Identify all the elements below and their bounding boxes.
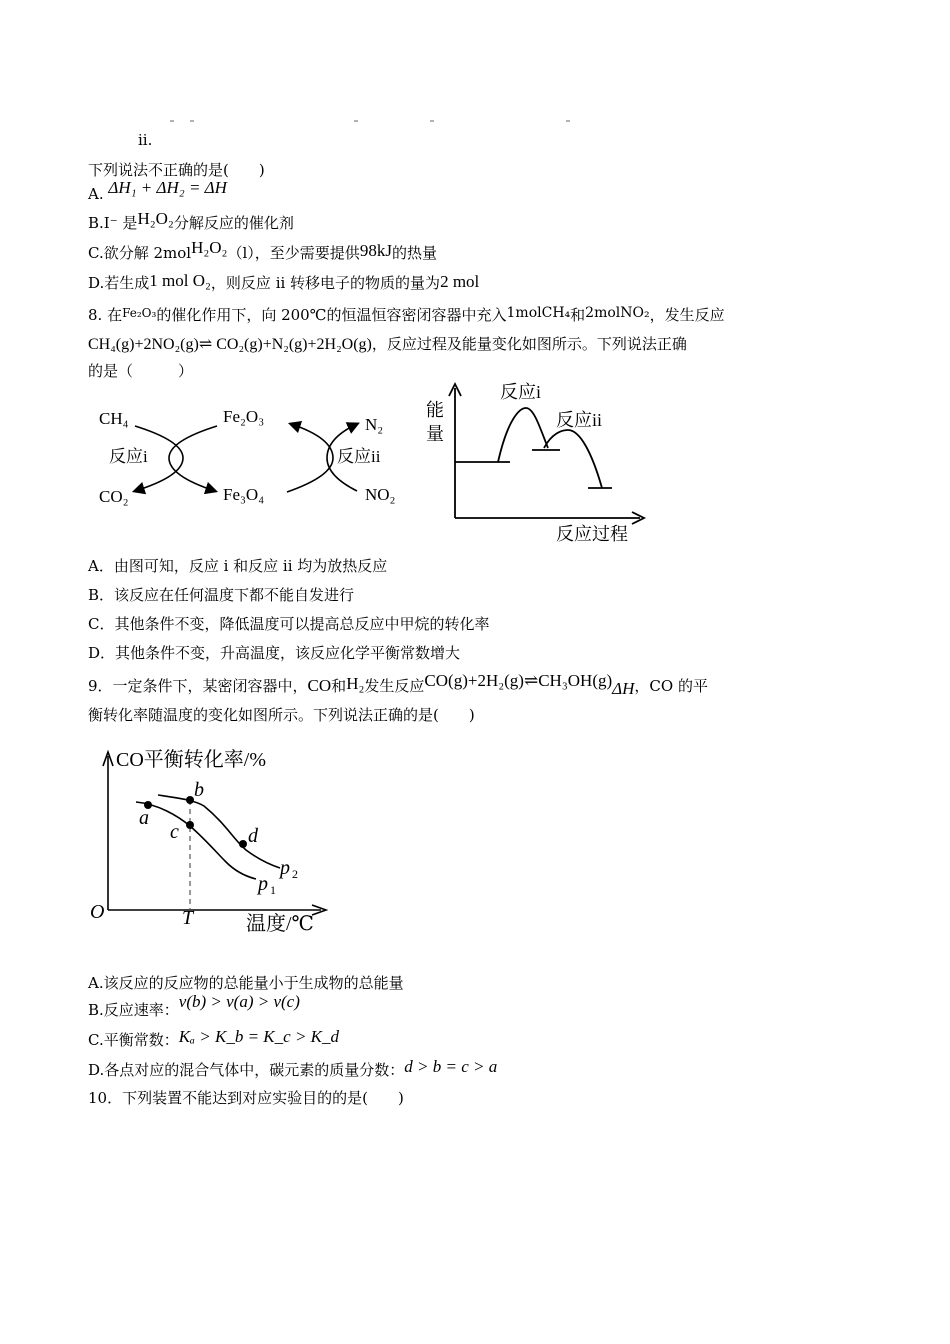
label-rxn1: 反应i <box>109 447 148 466</box>
co-conversion-chart <box>86 744 346 940</box>
q8-line1 <box>88 305 725 326</box>
q9-option-c <box>88 1027 340 1050</box>
point-d-label: d <box>248 825 258 847</box>
q7-c-prefix: C.欲分解 2mol <box>88 244 192 262</box>
x-axis-label: 温度/℃ <box>246 913 314 935</box>
q7-d-mol: 1 mol O₂ <box>149 271 211 290</box>
q10-stem: 10．下列装置不能达到对应实验目的的是( ) <box>88 1089 404 1107</box>
label-n2: N₂ <box>365 415 384 434</box>
q8-option-b: B．该反应在任何温度下都不能自发进行 <box>88 586 355 604</box>
origin-label: O <box>90 901 105 923</box>
label-no2: NO₂ <box>365 485 396 504</box>
curve-p2-subscript: 2 <box>292 867 298 881</box>
q9-co: CO <box>307 676 332 695</box>
point-d <box>239 840 247 848</box>
q9-dh: ΔH <box>612 679 635 698</box>
q7-a-prefix: A. <box>88 185 104 203</box>
q7-c-kj: 98kJ <box>359 241 392 260</box>
catalytic-cycle-diagram <box>95 396 415 516</box>
q8-catalyst: Fe₂O₃ <box>122 306 157 320</box>
q7-b-prefix: B. <box>88 214 104 232</box>
q7-d-val: 2 mol <box>440 272 480 291</box>
process-axis-label: 反应过程 <box>556 524 628 544</box>
peak-2-curve <box>544 430 602 488</box>
q9-line1 <box>88 671 708 698</box>
cut-off-line-fragment <box>168 118 588 124</box>
q9-option-b <box>88 992 300 1020</box>
q7-c-l: （l），至少需要提供 <box>227 244 360 262</box>
q8-option-d: D．其他条件不变，升高温度，该反应化学平衡常数增大 <box>88 644 461 662</box>
q8-l1-a: 8. 在 <box>88 306 123 324</box>
q7-d-mid: ，则反应 ii 转移电子的物质的量为 <box>210 274 441 292</box>
q9-b-prefix: B.反应速率： <box>88 1001 179 1019</box>
q8-equation: CH₄(g)+2NO₂(g)⇌ CO₂(g)+N₂(g)+2H₂O(g) <box>88 336 372 353</box>
q8-line2 <box>88 334 687 355</box>
q8-and: 和 <box>570 306 586 324</box>
curve-p2-label: p <box>280 857 290 879</box>
label-ch4: CH₄ <box>99 409 129 428</box>
q7-option-d <box>88 273 479 293</box>
q9-c-prefix: C.平衡常数： <box>88 1031 179 1049</box>
q8-line3: 的是（ ） <box>88 362 194 380</box>
tick-T: T <box>182 907 194 929</box>
q7-b-rest: 分解反应的催化剂 <box>173 214 294 232</box>
q9-c-math: Kₐ > K_b = K_c > K_d <box>178 1027 340 1046</box>
q9-l1-c: ，CO 的平 <box>634 677 708 695</box>
q9-line2: 衡转化率随温度的变化如图所示。下列说法正确的是( ) <box>88 706 475 724</box>
q9-d-prefix: D.各点对应的混合气体中，碳元素的质量分数： <box>88 1061 405 1079</box>
q8-no2-amount: 2molNO₂ <box>585 305 650 321</box>
arrow-fe3o4-to-fe2o3 <box>287 424 333 492</box>
q7-c-h2o2: H₂O₂ <box>191 238 228 257</box>
q7-option-b <box>88 209 294 233</box>
q8-option-c: C．其他条件不变，降低温度可以提高总反应中甲烷的转化率 <box>88 615 490 633</box>
q7-c-rest: 的热量 <box>391 244 437 262</box>
q8-l2-rest: ，反应过程及能量变化如图所示。下列说法正确 <box>371 335 687 353</box>
peak-1-curve <box>498 408 548 462</box>
energy-axis-label-1: 能 <box>426 400 444 420</box>
arrow-fe2o3-to-fe3o4 <box>169 426 217 491</box>
energy-axis-label-2: 量 <box>426 424 444 444</box>
point-a-label: a <box>139 807 149 829</box>
q9-b-math: v(b) > v(a) > v(c) <box>178 992 300 1011</box>
q9-option-d <box>88 1057 498 1080</box>
q7-a-equation: ΔH₁ + ΔH₂ = ΔH <box>108 178 227 197</box>
peak-1-label: 反应i <box>500 382 542 402</box>
y-axis-label: CO平衡转化率/% <box>116 749 266 771</box>
q8-l1-b: 的催化作用下，向 200℃的恒温恒容密闭容器中充入 <box>156 306 507 324</box>
q8-option-a: A．由图可知，反应 i 和反应 ii 均为放热反应 <box>88 557 388 575</box>
point-c <box>186 821 194 829</box>
q7-option-a <box>88 178 227 204</box>
q9-equation: CO(g)+2H₂(g)⇌CH₃OH(g) <box>424 671 613 690</box>
q8-ch4-amount: 1molCH₄ <box>506 305 571 321</box>
q8-l1-c: ，发生反应 <box>649 306 725 324</box>
point-b-label: b <box>194 779 204 801</box>
q9-option-a: A.该反应的反应物的总能量小于生成物的总能量 <box>88 974 404 992</box>
q9-and: 和 <box>331 677 347 695</box>
curve-p1-subscript: 1 <box>270 883 276 897</box>
curve-p1-label: p <box>258 873 268 895</box>
label-co2: CO₂ <box>99 487 129 506</box>
label-rxn2: 反应ii <box>337 447 381 466</box>
q7-option-c <box>88 238 437 263</box>
fragment-ii: ii. <box>138 131 153 149</box>
q7-b-h2o2: H₂O₂ <box>137 209 174 228</box>
curve-p1 <box>136 802 256 879</box>
q9-l1-a: 9．一定条件下，某密闭容器中， <box>88 677 308 695</box>
q7-d-prefix: D.若生成 <box>88 274 150 292</box>
point-c-label: c <box>170 821 179 843</box>
label-fe3o4: Fe₃O₄ <box>223 485 265 504</box>
peak-2-label: 反应ii <box>556 410 603 430</box>
energy-profile-diagram <box>420 378 660 548</box>
point-b <box>186 796 194 804</box>
q7-stem: 下列说法不正确的是( ) <box>88 161 265 179</box>
q9-l1-b: 发生反应 <box>364 677 425 695</box>
q7-b-mid: 是 <box>122 214 138 232</box>
q9-d-math: d > b = c > a <box>404 1057 498 1076</box>
label-fe2o3: Fe₂O₃ <box>223 407 265 426</box>
q9-h2: H₂ <box>346 674 365 693</box>
q7-b-ion: I⁻ <box>103 214 118 232</box>
